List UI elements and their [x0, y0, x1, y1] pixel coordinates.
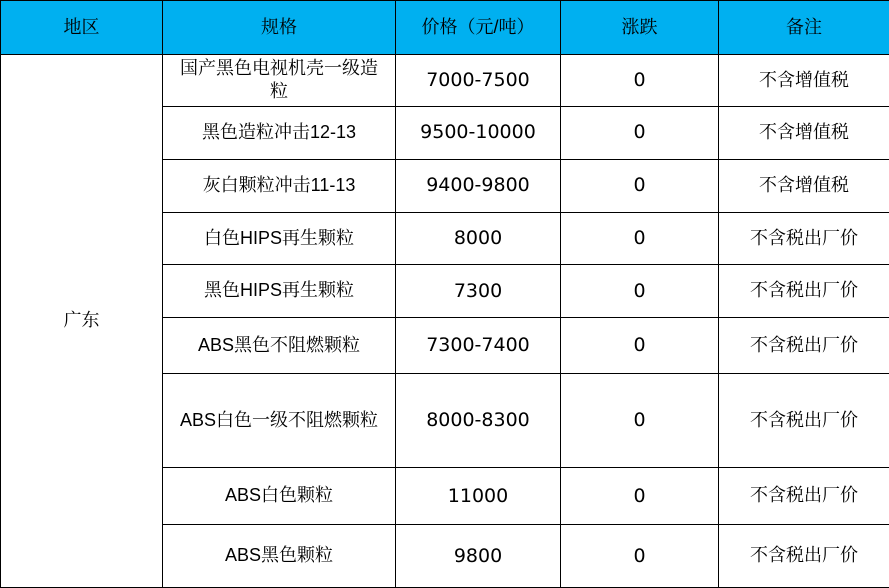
note-cell: 不含税出厂价	[719, 264, 889, 317]
spec-cell: 黑色HIPS再生颗粒	[163, 264, 396, 317]
price-cell: 7300-7400	[396, 317, 561, 373]
price-cell: 8000-8300	[396, 373, 561, 467]
change-cell: 0	[561, 524, 719, 587]
note-cell: 不含税出厂价	[719, 212, 889, 264]
price-cell: 9800	[396, 524, 561, 587]
note-cell: 不含增值税	[719, 159, 889, 212]
note-cell: 不含增值税	[719, 55, 889, 107]
spec-cell: 国产黑色电视机壳一级造粒	[163, 55, 396, 107]
change-cell: 0	[561, 264, 719, 317]
price-cell: 7300	[396, 264, 561, 317]
spec-cell: ABS白色颗粒	[163, 467, 396, 524]
price-cell: 8000	[396, 212, 561, 264]
spec-cell: 白色HIPS再生颗粒	[163, 212, 396, 264]
header-cell-change: 涨跌	[561, 1, 719, 55]
change-cell: 0	[561, 467, 719, 524]
header-cell-region: 地区	[1, 1, 163, 55]
change-cell: 0	[561, 106, 719, 159]
price-cell: 9500-10000	[396, 106, 561, 159]
price-cell: 11000	[396, 467, 561, 524]
note-cell: 不含税出厂价	[719, 373, 889, 467]
header-cell-price: 价格（元/吨）	[396, 1, 561, 55]
region-cell: 广东	[1, 55, 163, 588]
note-cell: 不含税出厂价	[719, 467, 889, 524]
note-cell: 不含税出厂价	[719, 524, 889, 587]
spec-cell: 灰白颗粒冲击11-13	[163, 159, 396, 212]
note-cell: 不含增值税	[719, 106, 889, 159]
change-cell: 0	[561, 159, 719, 212]
change-cell: 0	[561, 212, 719, 264]
spec-cell: ABS黑色不阻燃颗粒	[163, 317, 396, 373]
table-header-row	[1, 1, 889, 55]
spec-cell: ABS黑色颗粒	[163, 524, 396, 587]
change-cell: 0	[561, 317, 719, 373]
change-cell: 0	[561, 55, 719, 107]
change-cell: 0	[561, 373, 719, 467]
table-row	[1, 55, 889, 107]
price-cell: 9400-9800	[396, 159, 561, 212]
header-cell-spec: 规格	[163, 1, 396, 55]
spec-cell: 黑色造粒冲击12-13	[163, 106, 396, 159]
header-cell-note: 备注	[719, 1, 889, 55]
note-cell: 不含税出厂价	[719, 317, 889, 373]
spec-cell: ABS白色一级不阻燃颗粒	[163, 373, 396, 467]
price-cell: 7000-7500	[396, 55, 561, 107]
